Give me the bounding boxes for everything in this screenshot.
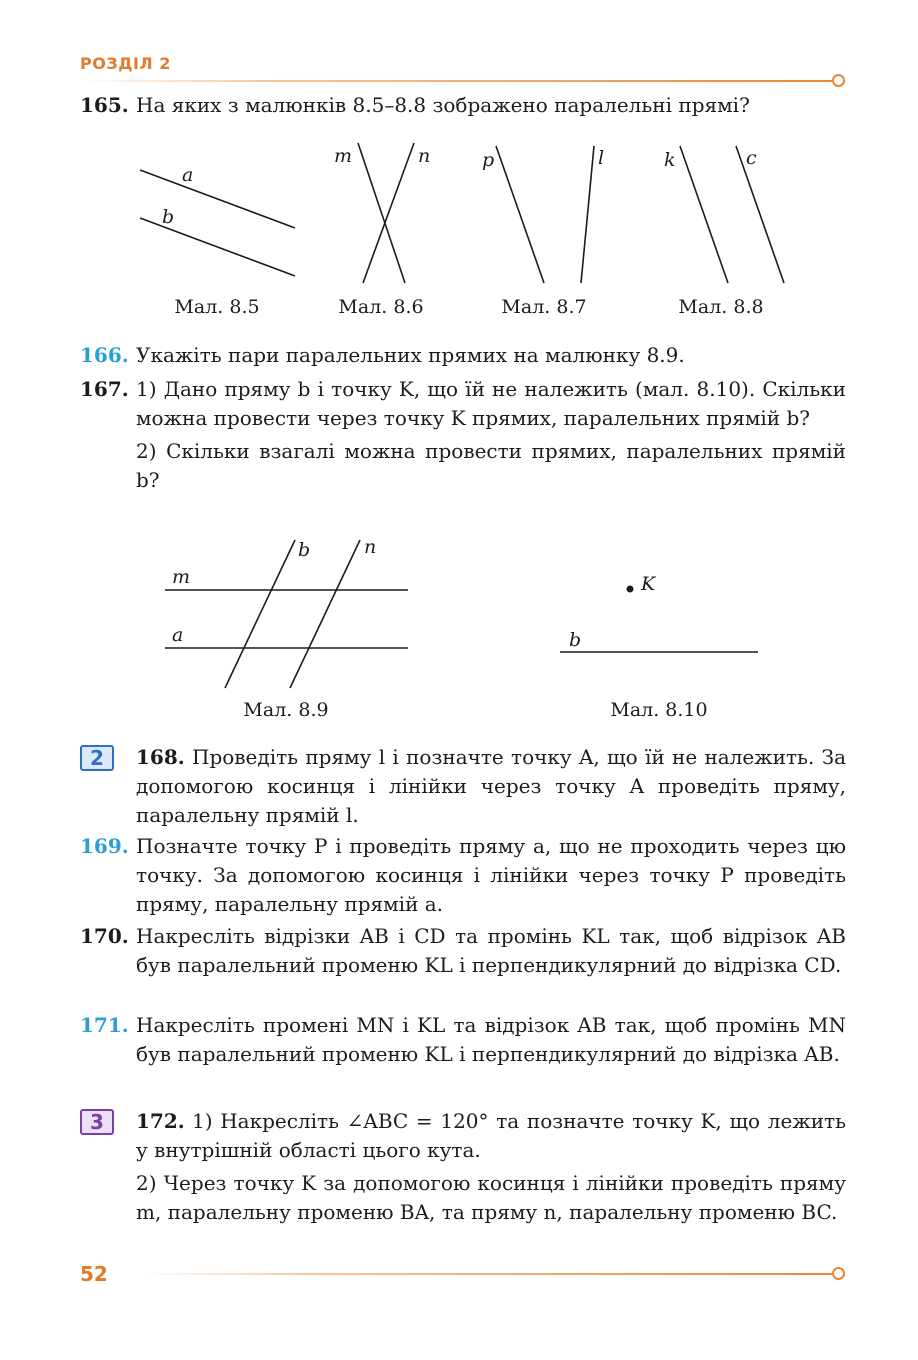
label-m: m <box>172 566 191 588</box>
label-k: K <box>641 573 656 595</box>
caption-8-9: Мал. 8.9 <box>243 699 329 721</box>
task-169 <box>80 832 846 919</box>
label-a: a <box>182 164 194 186</box>
line-m <box>358 143 405 283</box>
line-n <box>363 143 414 283</box>
task-168 <box>80 743 846 830</box>
line-b <box>225 540 295 688</box>
caption-8-8: Мал. 8.8 <box>678 296 764 318</box>
task-165 <box>80 91 846 120</box>
section-label: РОЗДІЛ 2 <box>80 54 171 73</box>
footer-rule <box>140 1273 832 1275</box>
task-number: 165. <box>80 93 129 117</box>
line-l <box>581 146 594 283</box>
task-text: Накресліть відрізки AB і CD та промінь KL так, щоб відрізок AB був паралельний променю KL і перпендикулярний до відрізка CD. <box>136 924 846 977</box>
figure-8-6 <box>330 138 440 288</box>
figure-8-5 <box>130 138 300 288</box>
task-text-part-1: 1) Накресліть ∠ABC = 120° та позначте точку K, що лежить у внутрішній області цього кута. <box>136 1109 846 1162</box>
task-number: 167. <box>80 377 129 401</box>
task-number: 172. <box>136 1109 185 1133</box>
task-text: Накресліть промені MN і KL та відрізок AB так, щоб промінь MN був паралельний променю KL і перпендикулярний до відрізка AB. <box>136 1013 846 1066</box>
label-a: a <box>172 624 184 646</box>
caption-8-6: Мал. 8.6 <box>338 296 424 318</box>
task-text-part-1: 1) Дано пряму b і точку K, що їй не належить (мал. 8.10). Скільки можна провести через точку K прямих, паралельних прямій b? <box>136 377 846 430</box>
line-p <box>496 146 544 283</box>
label-l: l <box>598 147 605 169</box>
label-p: p <box>482 149 495 171</box>
task-number: 171. <box>80 1013 129 1037</box>
header-rule <box>80 80 832 82</box>
task-text-part-2: 2) Через точку K за допомогою косинця і лінійки проведіть пряму m, паралельну променю BA, та пряму n, паралельну променю BC. <box>136 1171 846 1224</box>
difficulty-level-2-icon: 2 <box>80 745 114 771</box>
label-n: n <box>418 145 431 167</box>
task-text: Укажіть пари паралельних прямих на малюнку 8.9. <box>136 343 685 367</box>
label-c: c <box>746 147 757 169</box>
task-number: 169. <box>80 834 129 858</box>
label-b: b <box>569 629 582 651</box>
label-m: m <box>334 145 353 167</box>
task-170 <box>80 922 846 980</box>
label-n: n <box>364 536 377 558</box>
figure-8-10 <box>555 566 765 666</box>
footer-rule-end <box>832 1267 845 1280</box>
line-n <box>290 540 360 688</box>
header-rule-end <box>832 74 845 87</box>
label-b: b <box>162 206 175 228</box>
task-172 <box>80 1107 846 1227</box>
line-k <box>680 146 728 283</box>
page-number: 52 <box>80 1262 108 1286</box>
task-171 <box>80 1011 846 1069</box>
task-text: На яких з малюнків 8.5–8.8 зображено паралельні прямі? <box>136 93 750 117</box>
figure-8-7 <box>480 138 620 288</box>
task-text: Позначте точку P і проведіть пряму a, що не проходить через цю точку. За допомогою косинця і лінійки через точку P проведіть пряму, паралельну прямій a. <box>136 834 846 916</box>
caption-8-10: Мал. 8.10 <box>610 699 708 721</box>
task-number: 166. <box>80 343 129 367</box>
task-number: 170. <box>80 924 129 948</box>
label-b: b <box>298 539 311 561</box>
point-k <box>627 586 634 593</box>
label-k: k <box>664 149 676 171</box>
task-167 <box>80 375 846 495</box>
task-number: 168. <box>136 745 185 769</box>
figure-8-8 <box>660 138 800 288</box>
figure-8-9 <box>160 536 420 696</box>
task-text-part-2: 2) Скільки взагалі можна провести прямих, паралельних прямій b? <box>136 439 846 492</box>
difficulty-level-3-icon: 3 <box>80 1109 114 1135</box>
caption-8-7: Мал. 8.7 <box>501 296 587 318</box>
task-text: Проведіть пряму l і позначте точку A, що їй не належить. За допомогою косинця і лінійки через точку A проведіть пряму, паралельну прямій l. <box>136 745 846 827</box>
line-c <box>736 146 784 283</box>
task-166 <box>80 341 846 370</box>
caption-8-5: Мал. 8.5 <box>174 296 260 318</box>
